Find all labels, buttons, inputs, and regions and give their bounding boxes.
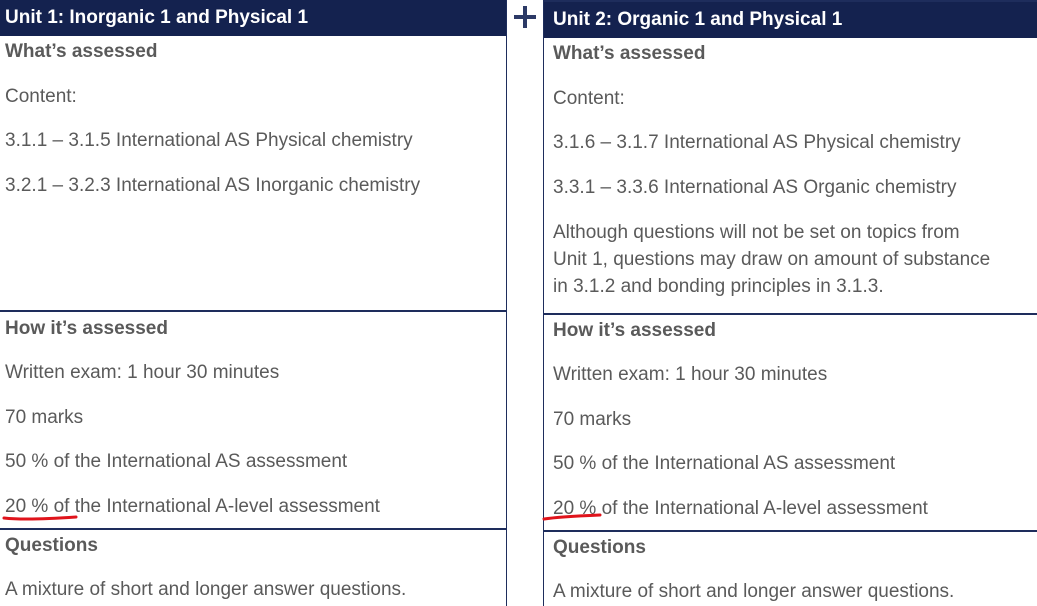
unit-2-as-weight: 50 % of the International AS assessment	[553, 453, 896, 474]
unit-1-questions-heading: Questions	[5, 535, 98, 556]
unit-1-questions-text: A mixture of short and longer answer questions.	[5, 579, 407, 600]
unit-1-how-assessed-heading: How it’s assessed	[5, 318, 168, 339]
unit-1-red-underline	[2, 513, 78, 523]
unit-1-as-weight: 50 % of the International AS assessment	[5, 451, 348, 472]
unit-2-content-physical: 3.1.6 – 3.1.7 International AS Physical chemistry	[553, 132, 961, 153]
unit-1-panel	[0, 0, 507, 606]
unit-1-title: Unit 1: Inorganic 1 and Physical 1	[0, 0, 506, 36]
unit-1-content-label: Content:	[5, 86, 77, 107]
unit-1-divider-questions	[0, 528, 506, 530]
unit-2-divider-questions	[544, 530, 1037, 532]
unit-2-whats-assessed-heading: What’s assessed	[553, 43, 706, 64]
unit-1-marks: 70 marks	[5, 407, 84, 428]
unit-2-questions-heading: Questions	[553, 537, 646, 558]
unit-1-divider-how	[0, 310, 506, 312]
unit-1-a-level-weight: 20 % of the International A-level assessment	[5, 496, 380, 517]
plus-icon	[512, 4, 538, 30]
unit-1-content-physical: 3.1.1 – 3.1.5 International AS Physical chemistry	[5, 130, 413, 151]
unit-2-marks: 70 marks	[553, 409, 632, 430]
unit-2-note-line-3: in 3.1.2 and bonding principles in 3.1.3.	[553, 276, 884, 297]
unit-2-content-organic: 3.3.1 – 3.3.6 International AS Organic chemistry	[553, 177, 957, 198]
unit-2-questions-text: A mixture of short and longer answer questions.	[553, 581, 955, 602]
unit-2-content-label: Content:	[553, 88, 625, 109]
unit-1-whats-assessed-heading: What’s assessed	[5, 41, 158, 62]
unit-2-exam-duration: Written exam: 1 hour 30 minutes	[553, 364, 828, 385]
unit-2-note-line-1: Although questions will not be set on topics from	[553, 222, 960, 243]
unit-2-panel	[543, 0, 1037, 606]
unit-2-title: Unit 2: Organic 1 and Physical 1	[544, 2, 1037, 38]
unit-1-exam-duration: Written exam: 1 hour 30 minutes	[5, 362, 280, 383]
unit-2-how-assessed-heading: How it’s assessed	[553, 320, 716, 341]
unit-2-red-underline	[542, 512, 602, 522]
unit-2-a-level-weight: 20 % of the International A-level assessment	[553, 498, 928, 519]
unit-1-content-inorganic: 3.2.1 – 3.2.3 International AS Inorganic chemistry	[5, 175, 421, 196]
unit-2-divider-how	[544, 313, 1037, 315]
unit-2-note-line-2: Unit 1, questions may draw on amount of substance	[553, 249, 991, 270]
